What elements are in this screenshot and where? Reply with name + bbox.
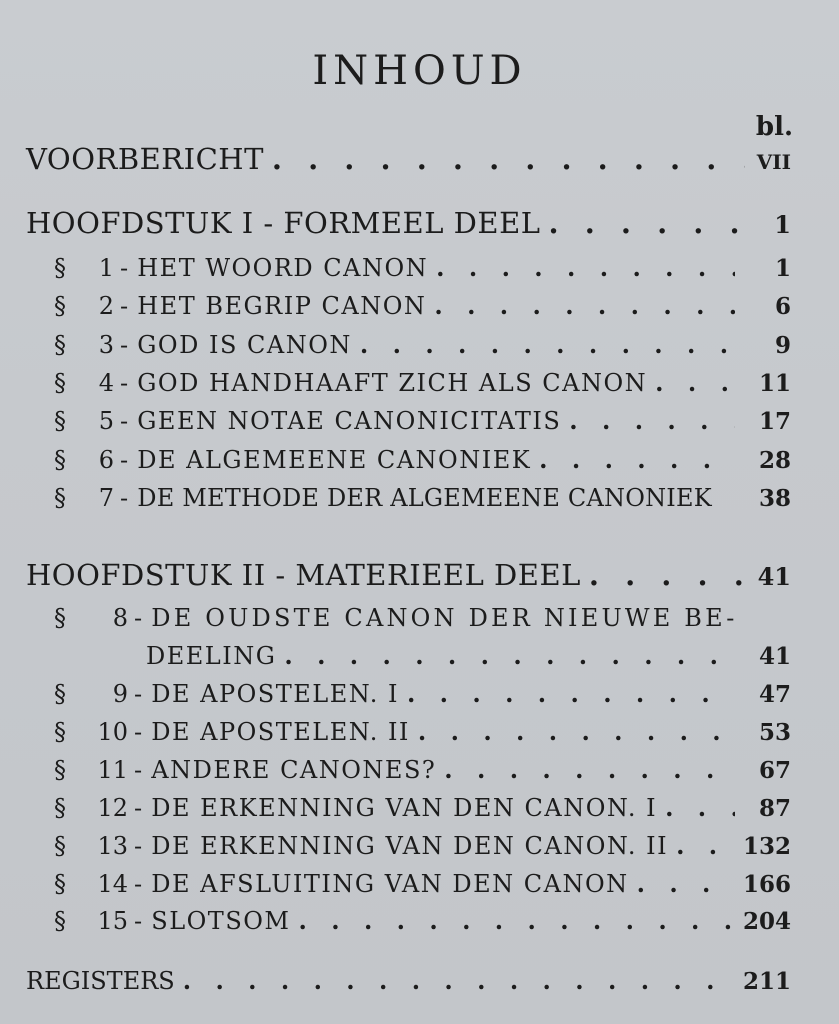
section-symbol: § <box>54 756 66 784</box>
section-symbol: § <box>54 680 66 708</box>
section-label: HET BEGRIP CANON <box>137 292 427 320</box>
toc-section-3[interactable] <box>54 330 791 359</box>
section-sep: - <box>134 718 144 746</box>
toc-section-4[interactable] <box>54 368 791 397</box>
dot-leader <box>444 755 735 784</box>
dot-leader <box>299 906 735 935</box>
section-symbol: § <box>54 407 66 435</box>
section-symbol: § <box>54 832 66 860</box>
section-symbol: § <box>54 604 66 632</box>
toc-section-12[interactable] <box>54 793 791 822</box>
toc-section-5[interactable] <box>54 406 791 435</box>
section-page: 9 <box>774 332 791 359</box>
dot-leader <box>569 406 735 435</box>
section-sep: - <box>120 407 130 435</box>
dot-leader <box>676 831 735 860</box>
section-page: 11 <box>758 370 791 397</box>
section-sep: - <box>134 756 144 784</box>
section-page: 47 <box>758 681 791 708</box>
page-title: INHOUD <box>312 48 527 94</box>
section-sep: - <box>134 794 144 822</box>
dot-leader <box>589 558 745 592</box>
toc-section-11[interactable] <box>54 755 791 784</box>
section-sep: - <box>134 907 144 935</box>
section-number: 7 <box>98 484 114 512</box>
toc-entry-label: HOOFDSTUK I - FORMEEL DEEL <box>26 206 541 240</box>
section-label: DE AFSLUITING VAN DEN CANON <box>151 870 629 898</box>
section-label: DE METHODE DER ALGEMEENE CANONIEK <box>137 484 712 512</box>
toc-section-8-continuation[interactable] <box>146 641 791 670</box>
toc-section-9[interactable] <box>54 679 791 708</box>
dot-leader <box>549 206 745 240</box>
section-page: 132 <box>742 833 791 860</box>
section-symbol: § <box>54 369 66 397</box>
section-sep: - <box>120 446 130 474</box>
section-label: DE APOSTELEN. II <box>151 718 410 746</box>
section-symbol: § <box>54 292 66 320</box>
dot-leader <box>637 869 735 898</box>
dot-leader <box>665 793 735 822</box>
dot-leader <box>434 291 735 320</box>
page-column-label: bl. <box>755 112 793 142</box>
toc-entry-hoofdstuk-2[interactable] <box>26 558 791 592</box>
section-page: 38 <box>758 485 791 512</box>
toc-section-14[interactable] <box>54 869 791 898</box>
section-sep: - <box>134 832 144 860</box>
section-symbol: § <box>54 718 66 746</box>
section-label: DE ALGEMEENE CANONIEK <box>137 446 532 474</box>
section-label: GOD IS CANON <box>137 331 352 359</box>
section-number: 3 <box>98 331 114 359</box>
dot-leader <box>272 142 745 176</box>
toc-section-8[interactable] <box>54 603 791 632</box>
section-number: 4 <box>98 369 114 397</box>
section-page: 204 <box>742 908 791 935</box>
section-number: 15 <box>97 907 128 935</box>
dot-leader <box>407 679 735 708</box>
dot-leader <box>183 966 735 995</box>
section-sep: - <box>134 680 144 708</box>
dot-leader <box>360 330 735 359</box>
section-sep: - <box>120 484 130 512</box>
section-page: 17 <box>758 408 791 435</box>
toc-section-6[interactable] <box>54 445 791 474</box>
dot-leader <box>539 445 735 474</box>
section-page: 166 <box>742 871 791 898</box>
section-number: 6 <box>98 446 114 474</box>
toc-section-2[interactable] <box>54 291 791 320</box>
section-page: 1 <box>774 255 791 282</box>
toc-section-15[interactable] <box>54 906 791 935</box>
section-symbol: § <box>54 446 66 474</box>
section-label: HET WOORD CANON <box>137 254 429 282</box>
dot-leader <box>284 641 735 670</box>
section-label: DE ERKENNING VAN DEN CANON. I <box>151 794 658 822</box>
toc-entry-page: 211 <box>742 968 791 995</box>
toc-entry-label: HOOFDSTUK II - MATERIEEL DEEL <box>26 558 581 592</box>
section-number: 10 <box>97 718 128 746</box>
section-sep: - <box>120 331 130 359</box>
section-sep: - <box>120 369 130 397</box>
section-page: 28 <box>758 447 791 474</box>
toc-entry-label: VOORBERICHT <box>26 142 264 176</box>
dot-leader <box>418 717 735 746</box>
section-number: 11 <box>97 756 128 784</box>
section-symbol: § <box>54 907 66 935</box>
section-number: 8 <box>112 604 128 632</box>
section-symbol: § <box>54 254 66 282</box>
section-page: 6 <box>774 293 791 320</box>
section-label: DE OUDSTE CANON DER NIEUWE BE- <box>151 604 738 632</box>
toc-entry-registers[interactable] <box>26 966 791 995</box>
toc-entry-voorbericht[interactable] <box>26 142 791 176</box>
section-label: DE APOSTELEN. I <box>151 680 399 708</box>
section-number: 2 <box>98 292 114 320</box>
dot-leader <box>655 368 735 397</box>
section-page: 67 <box>758 757 791 784</box>
toc-entry-hoofdstuk-1[interactable] <box>26 206 791 240</box>
section-number: 14 <box>97 870 128 898</box>
toc-entry-page: VII <box>756 150 791 174</box>
dot-leader <box>436 253 735 282</box>
section-number: 5 <box>98 407 114 435</box>
section-label: GEEN NOTAE CANONICITATIS <box>137 407 562 435</box>
toc-section-13[interactable] <box>54 831 791 860</box>
section-number: 13 <box>97 832 128 860</box>
section-page: 41 <box>758 643 791 670</box>
section-sep: - <box>120 254 130 282</box>
section-label: GOD HANDHAAFT ZICH ALS CANON <box>137 369 648 397</box>
toc-entry-page: 1 <box>774 210 791 239</box>
section-symbol: § <box>54 870 66 898</box>
section-number: 1 <box>98 254 114 282</box>
toc-section-1[interactable] <box>54 253 791 282</box>
section-symbol: § <box>54 794 66 822</box>
section-sep: - <box>134 870 144 898</box>
section-number: 12 <box>97 794 128 822</box>
section-page: 87 <box>758 795 791 822</box>
toc-entry-page: 41 <box>757 562 791 591</box>
toc-entry-label: REGISTERS <box>26 967 175 995</box>
section-symbol: § <box>54 331 66 359</box>
toc-section-10[interactable] <box>54 717 791 746</box>
section-sep: - <box>134 604 144 632</box>
section-label: DE ERKENNING VAN DEN CANON. II <box>151 832 669 860</box>
section-symbol: § <box>54 484 66 512</box>
section-page: 53 <box>758 719 791 746</box>
section-label: SLOTSOM <box>151 907 291 935</box>
section-label: ANDERE CANONES? <box>151 756 437 784</box>
section-number: 9 <box>112 680 128 708</box>
toc-section-7[interactable] <box>54 483 791 512</box>
section-sep: - <box>120 292 130 320</box>
section-label-continuation: DEELING <box>146 642 277 670</box>
